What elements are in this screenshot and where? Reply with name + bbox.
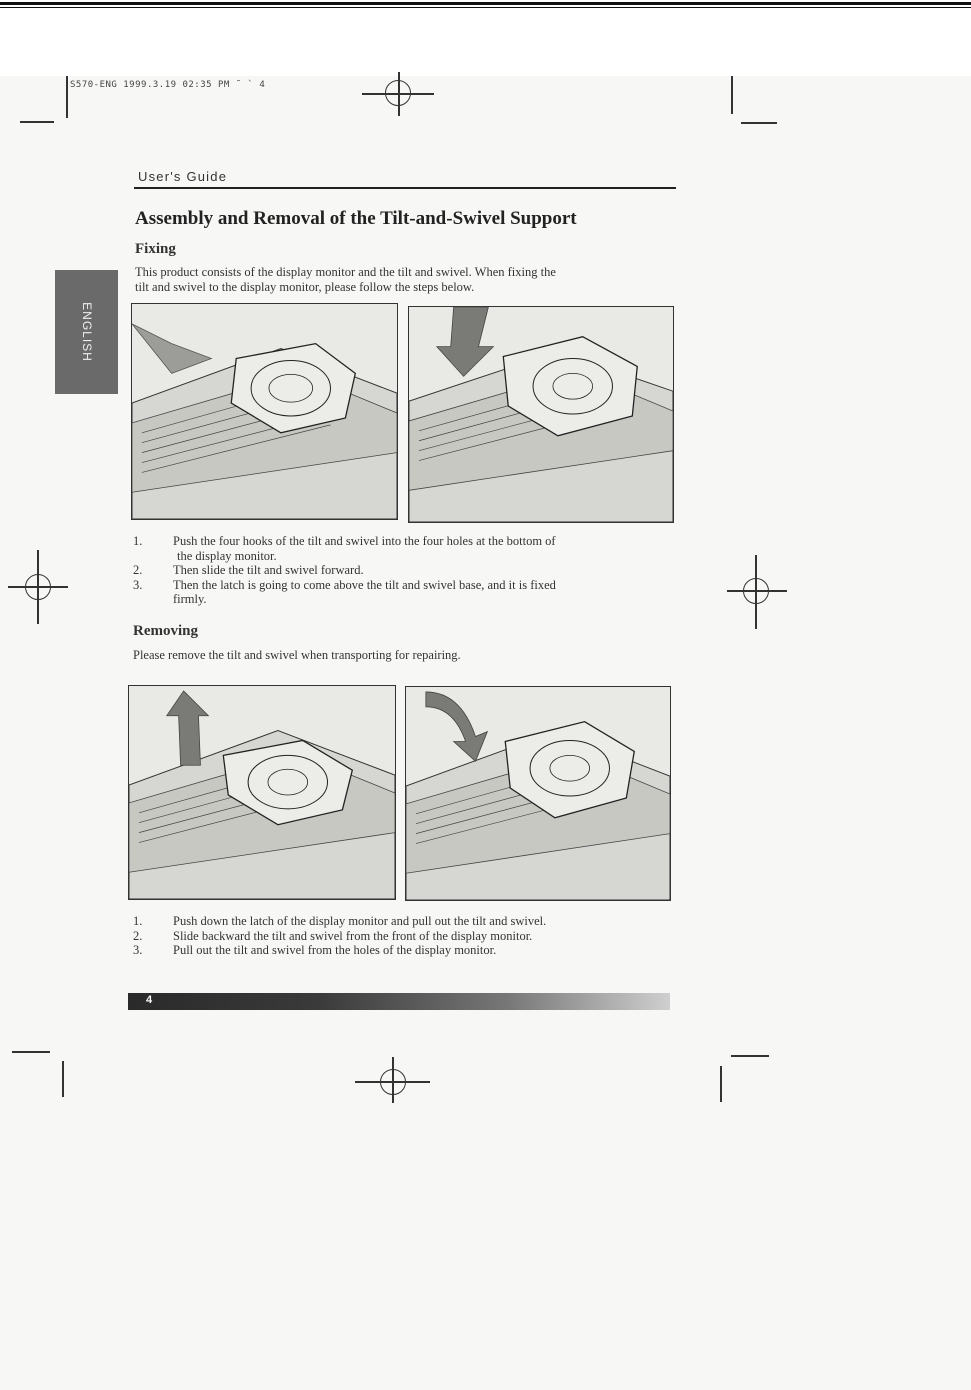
crop-mark xyxy=(12,1051,50,1053)
fixing-intro: This product consists of the display monitor and the tilt and swivel. When fixing the tilt and swivel to the display monitor, please follow the steps below. xyxy=(135,265,556,294)
running-head: User's Guide xyxy=(138,169,228,184)
removing-heading: Removing xyxy=(133,623,198,639)
language-tab xyxy=(55,270,118,394)
list-item: 2. Then slide the tilt and swivel forward. xyxy=(133,563,364,577)
list-item: 1. Push down the latch of the display monitor and pull out the tilt and swivel. xyxy=(133,914,547,928)
page-title: Assembly and Removal of the Tilt-and-Swivel Support xyxy=(135,208,577,229)
list-item: 2. Slide backward the tilt and swivel from the front of the display monitor. xyxy=(133,928,533,943)
crop-mark xyxy=(741,122,777,124)
print-stamp: S570-ENG 1999.3.19 02:35 PM ˜ ` 4 xyxy=(70,80,266,90)
crop-mark xyxy=(731,76,733,114)
crop-mark xyxy=(720,1066,722,1102)
crop-mark xyxy=(20,121,54,123)
header-rule xyxy=(134,187,676,189)
crop-mark xyxy=(62,1061,64,1097)
removing-steps xyxy=(133,914,678,958)
list-item: 3. Then the latch is going to come above the tilt and swivel base, and it is fixed firmly. xyxy=(133,577,556,606)
page-number: 4 xyxy=(146,994,153,1006)
removing-intro: Please remove the tilt and swivel when transporting for repairing. xyxy=(133,648,461,662)
language-tab-label: ENGLISH xyxy=(79,302,94,362)
fixing-steps xyxy=(133,534,678,607)
crop-mark xyxy=(66,76,68,118)
top-border-thin xyxy=(0,7,971,8)
figure-removing-step-2 xyxy=(405,686,671,901)
fixing-heading: Fixing xyxy=(135,241,176,257)
top-border-thick xyxy=(0,2,971,5)
figure-fixing-step-1 xyxy=(131,303,398,520)
list-item: 1. Push the four hooks of the tilt and swivel into the four holes at the bottom of the display monitor. xyxy=(133,534,556,563)
figure-removing-step-1 xyxy=(128,685,396,900)
figure-fixing-step-2 xyxy=(408,306,674,523)
crop-mark xyxy=(731,1055,769,1057)
footer-bar xyxy=(128,993,670,1010)
list-item: 3. Pull out the tilt and swivel from the holes of the display monitor. xyxy=(133,943,497,957)
